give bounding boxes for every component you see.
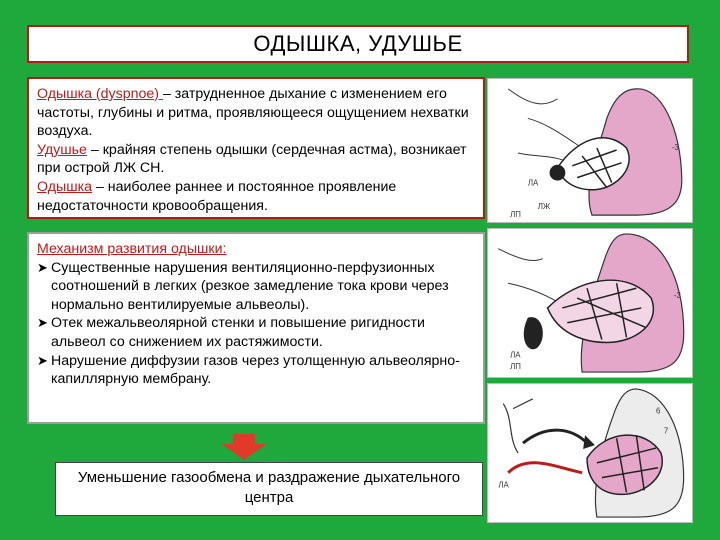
- mechanism-heading: Механизм развития одышки:: [37, 241, 227, 257]
- label-num-7: 7: [663, 426, 669, 436]
- down-arrow-icon: [222, 434, 266, 460]
- label-lp: ЛП: [510, 210, 521, 220]
- title-box: [27, 25, 689, 63]
- definition-suffocation: – крайняя степень одышки (сердечная астма), возникает при острой ЛЖ СН.: [37, 141, 467, 177]
- definition-dyspnoe: – затрудненное дыхание с изменением его частоты, глубины и ритма, проявляющееся ощущением нехватки воздуха.: [37, 86, 469, 140]
- result-text: Уменьшение газообмена и раздражение дыхательного центра: [77, 469, 461, 506]
- mechanism-item: ➤ Отек межальвеолярной стенки и повышение ригидности альвеол со снижением их растяжимости.: [37, 315, 425, 350]
- arrow-bullet-icon: ➤: [37, 352, 48, 368]
- label-num: -3: [673, 291, 681, 301]
- mechanism-box: [27, 232, 485, 424]
- definition-dyspnoe-2: – наиболее раннее и постоянное проявление недостаточности кровообращения.: [37, 178, 397, 214]
- mechanism-item: ➤ Нарушение диффузии газов через утолщенную альвеолярно-капиллярную мембрану.: [37, 352, 460, 388]
- label-num: -3: [671, 143, 679, 153]
- page-title: ОДЫШКА, УДУШЬЕ: [253, 31, 463, 56]
- term-dyspnoe: Одышка (dyspnoe): [37, 86, 163, 102]
- arrow-bullet-icon: ➤: [37, 315, 48, 331]
- label-la: ЛА: [527, 178, 539, 188]
- label-lzh: ЛЖ: [537, 202, 551, 212]
- lung-illustration-1: [487, 78, 693, 223]
- result-box: [55, 462, 483, 516]
- term-dyspnoe-2: Одышка: [37, 178, 92, 195]
- lung-illustration-2: [487, 228, 693, 378]
- arrow-bullet-icon: ➤: [37, 259, 48, 275]
- term-suffocation: Удушье: [37, 141, 87, 158]
- mechanism-item: ➤ Существенные нарушения вентиляционно-перфузионных соотношений в легких (резкое замедление тока крови через нормально вентилируемые альвеолы).: [37, 259, 449, 313]
- label-la: ЛА: [510, 350, 521, 360]
- label-la: ЛА: [498, 480, 509, 490]
- lung-illustration-3: [487, 383, 693, 523]
- label-num-6: 6: [656, 406, 661, 416]
- definitions-box: [27, 77, 485, 219]
- label-lp: ЛП: [510, 362, 521, 372]
